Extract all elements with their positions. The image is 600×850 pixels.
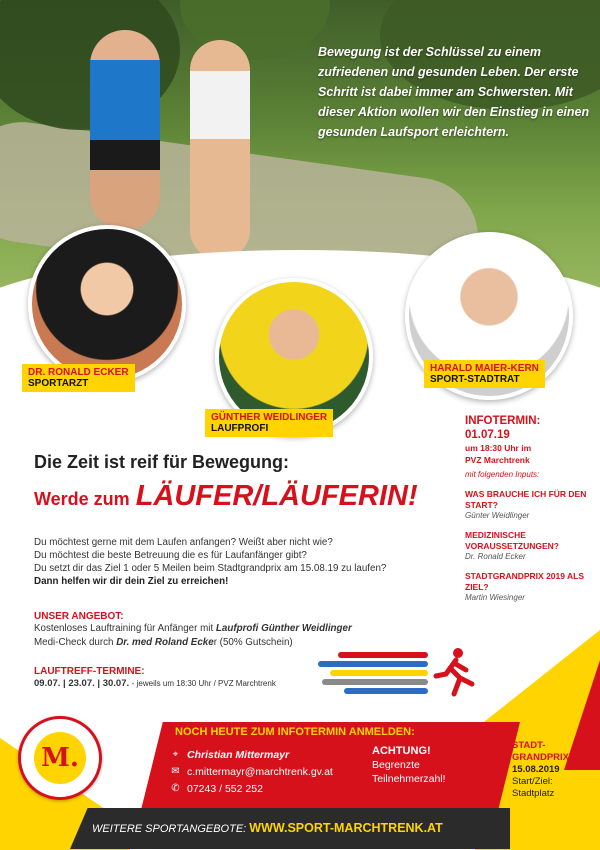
- contact-email-row[interactable]: [170, 763, 333, 780]
- infotermin-column: [465, 414, 590, 602]
- info-inputs: mit folgenden Inputs:: [465, 470, 540, 479]
- label-maier-kern: [424, 360, 545, 388]
- achtung-line-2: Teilnehmerzahl!: [372, 773, 446, 785]
- person-role: LAUFPROFI: [211, 423, 269, 434]
- lauftreff-dates: 09.07. | 23.07. | 30.07. - jeweils um 18:30 Uhr / PVZ Marchtrenk: [34, 678, 276, 689]
- person-name: GÜNTHER WEIDLINGER: [211, 412, 328, 423]
- headline: Die Zeit ist reif für Bewegung:: [34, 452, 290, 472]
- stadt-line-1: STADT-: [512, 740, 546, 751]
- contact-name-row: ⌖ Christian Mittermayr: [170, 746, 333, 763]
- info-time: um 18:30 Uhr im: [465, 443, 532, 453]
- info-place: PVZ Marchtrenk: [465, 455, 530, 465]
- phone-icon: ✆: [171, 783, 180, 794]
- angebot-block: [34, 611, 454, 649]
- lauftreff-title: LAUFTREFF-TERMINE:: [34, 666, 145, 677]
- achtung-block: [372, 744, 446, 786]
- questions-block: [34, 536, 454, 588]
- female-runner: [190, 40, 250, 260]
- runner-icon: [428, 646, 476, 702]
- stadt-line-3: Start/Ziel:: [512, 776, 553, 787]
- subheadline-prefix: Werde zum: [34, 489, 130, 509]
- achtung-title: ACHTUNG!: [372, 745, 431, 757]
- footer-text: [92, 821, 443, 835]
- logo-mark: M.: [34, 732, 86, 784]
- subheadline-big: LÄUFER/LÄUFERIN!: [135, 480, 418, 512]
- info-answer: Günter Weidlinger: [465, 511, 530, 520]
- info-question: MEDIZINISCHE VORAUSSETZUNGEN?: [465, 530, 559, 551]
- contact-phone[interactable]: 07243 / 552 252: [187, 782, 263, 795]
- question: Du möchtest gerne mit dem Laufen anfangen? Weißt aber nicht wie?: [34, 537, 333, 548]
- label-ecker: [22, 364, 135, 392]
- person-name: DR. RONALD ECKER: [28, 367, 129, 378]
- footer-prefix: WEITERE SPORTANGEBOTE:: [92, 823, 247, 835]
- info-question: STADTGRANDPRIX 2019 ALS ZIEL?: [465, 571, 585, 592]
- angebot-title: UNSER ANGEBOT:: [34, 611, 124, 622]
- angebot-line-1: Kostenloses Lauftraining für Anfänger mit Laufprofi Günther Weidlinger: [34, 623, 352, 634]
- subheadline: [34, 480, 418, 513]
- lauftreff-block: [34, 666, 334, 691]
- achtung-line-1: Begrenzte: [372, 759, 420, 771]
- info-date: 01.07.19: [465, 429, 510, 441]
- question: Du setzt dir das Ziel 1 oder 5 Meilen beim Stadtgrandprix am 15.08.19 zu laufen?: [34, 563, 387, 574]
- stadtgrandprix-block: [512, 740, 592, 800]
- label-weidlinger: [205, 409, 333, 437]
- cta-title: NOCH HEUTE ZUM INFOTERMIN ANMELDEN:: [175, 726, 415, 738]
- info-answer: Dr. Ronald Ecker: [465, 552, 526, 561]
- intro-text: Bewegung ist der Schlüssel zu einem zufriedenen und gesunden Leben. Der erste Schritt ist dabei immer am Schwersten. Mit dieser Aktion wollen wir den Einstieg in einen gesunden Laufsport erleichtern.: [318, 45, 590, 139]
- marchtrenk-logo: [18, 716, 102, 800]
- help-line: Dann helfen wir dir dein Ziel zu erreichen!: [34, 576, 229, 587]
- footer-link[interactable]: WWW.SPORT-MARCHTRENK.AT: [249, 821, 443, 835]
- person-role: SPORT-STADTRAT: [430, 374, 520, 385]
- contact-block: [170, 746, 333, 797]
- person-role: SPORTARZT: [28, 378, 89, 389]
- contact-email[interactable]: c.mittermayr@marchtrenk.gv.at: [187, 765, 333, 778]
- location-pin-icon: ⌖: [172, 749, 179, 760]
- contact-phone-row[interactable]: [170, 780, 333, 797]
- portrait-ecker: [28, 225, 186, 383]
- info-question: WAS BRAUCHE ICH FÜR DEN START?: [465, 489, 587, 510]
- info-title: INFOTERMIN:: [465, 415, 541, 427]
- stadt-line-2: GRANDPRIX: [512, 752, 570, 763]
- person-name: HARALD MAIER-KERN: [430, 363, 539, 374]
- question: Du möchtest die beste Betreuung die es für Laufanfänger gibt?: [34, 550, 307, 561]
- male-runner: [90, 30, 160, 230]
- stadt-line-4: Stadtplatz: [512, 788, 555, 799]
- mail-icon: ✉: [171, 766, 180, 777]
- info-answer: Martin Wiesinger: [465, 593, 525, 602]
- angebot-line-2: Medi-Check durch Dr. med Roland Ecker (50% Gutschein): [34, 636, 293, 648]
- stadt-date: 15.08.2019: [512, 764, 560, 775]
